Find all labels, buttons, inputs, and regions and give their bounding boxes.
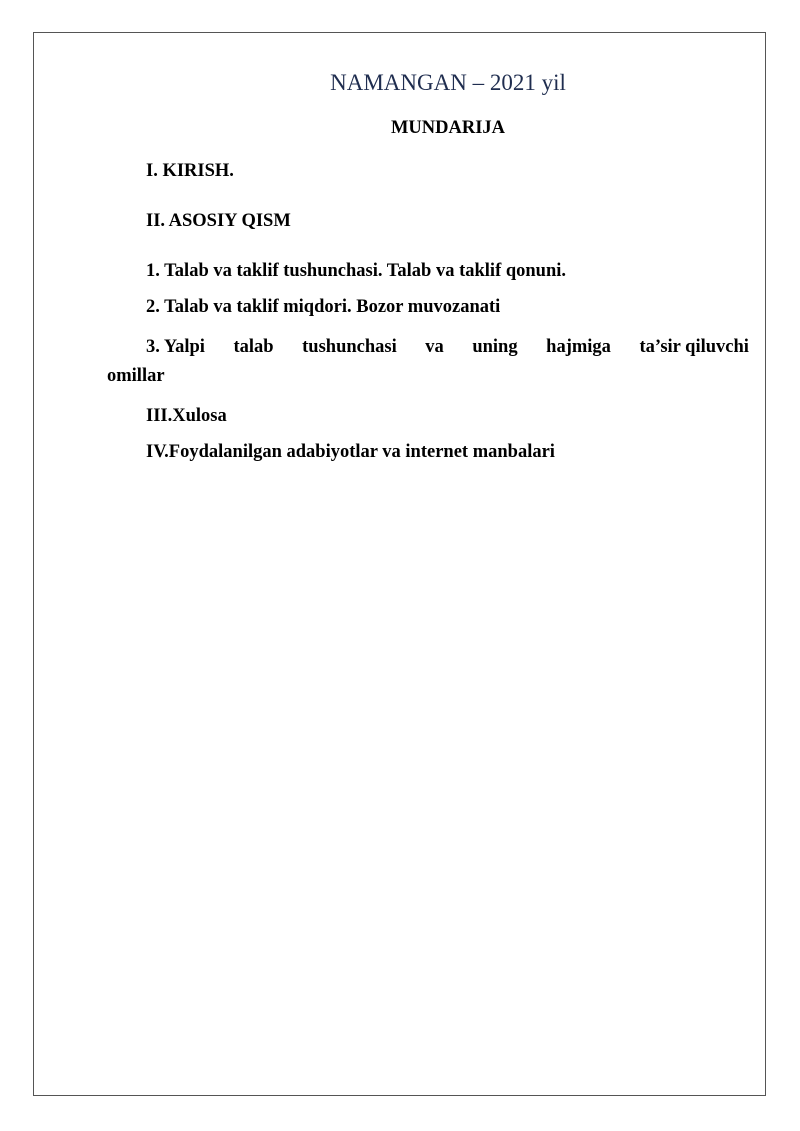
toc-item-section-3-continuation: omillar <box>107 366 165 386</box>
toc-item-introduction: I. KIRISH. <box>146 161 234 181</box>
toc-item-section-3-word: ta’sir qiluvchi <box>639 337 749 357</box>
toc-item-conclusion: III.Xulosa <box>146 406 227 426</box>
page-border <box>33 32 766 1096</box>
toc-item-section-1: 1. Talab va taklif tushunchasi. Talab va taklif qonuni. <box>146 261 567 281</box>
table-of-contents-title: MUNDARIJA <box>390 118 506 138</box>
toc-item-section-2: 2. Talab va taklif miqdori. Bozor muvozanati <box>146 297 501 317</box>
toc-item-section-3-word: 3. Yalpi <box>146 337 205 357</box>
toc-item-section-3-word: hajmiga <box>546 337 611 357</box>
city-year-heading: NAMANGAN – 2021 yil <box>330 70 566 95</box>
toc-item-references: IV.Foydalanilgan adabiyotlar va internet manbalari <box>146 442 555 462</box>
toc-item-section-3-word: uning <box>472 337 518 357</box>
toc-item-section-3-word: talab <box>233 337 274 357</box>
toc-item-section-3-word: tushunchasi <box>302 337 397 357</box>
toc-item-main-part: II. ASOSIY QISM <box>146 211 291 231</box>
toc-item-section-3-word: va <box>425 337 444 357</box>
toc-item-section-3 <box>146 337 749 358</box>
